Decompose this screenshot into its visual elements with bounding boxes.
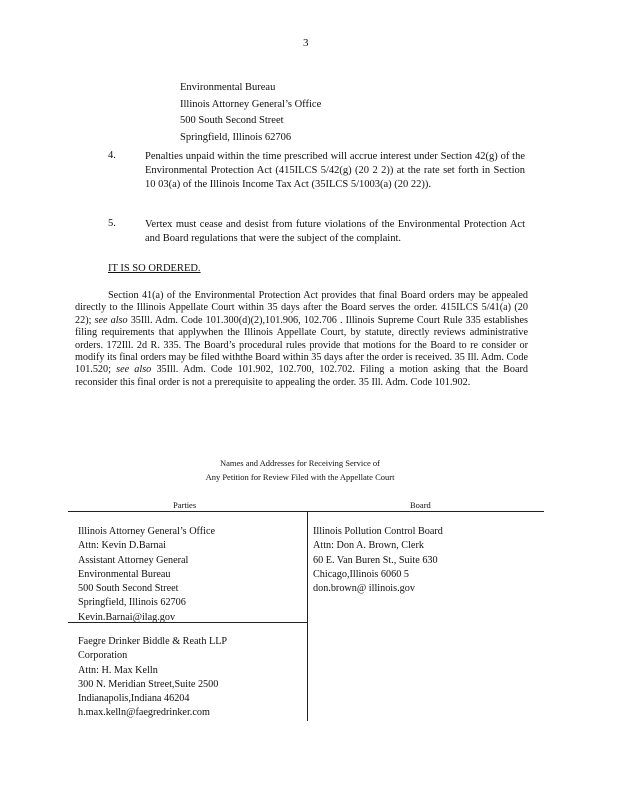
address-block	[180, 80, 321, 146]
heading-line: Names and Addresses for Receiving Service of	[219, 458, 381, 468]
board-line: 60 E. Van Buren St., Suite 630	[313, 554, 438, 566]
page-number: 3	[303, 37, 309, 49]
party-line: Attn: H. Max Kelln	[78, 664, 158, 676]
party-line: Corporation	[78, 650, 128, 662]
service-table-heading	[60, 456, 540, 484]
party-line: Indianapolis,Indiana 46204	[78, 693, 190, 705]
item-text: Penalties unpaid within the time prescribed will accrue interest under Section 42(g) of the Environmental Protection Act (415ILCS 5/42(g) (20 2 2)) at the rate set forth in Section 10 03(a) of the Illinois Income Tax Act (35ILCS 5/1003(a) (20 22)).	[145, 151, 525, 190]
item-text: Vertex must cease and desist from future violations of the Environmental Protection Act and Board regulations that were the subject of the complaint.	[145, 219, 525, 244]
party-faegre-drinker	[78, 635, 227, 721]
parties-column-title: Parties	[173, 500, 197, 510]
board-column-title: Board	[410, 500, 431, 510]
party-email[interactable]: h.max.kelln@faegredrinker.com	[78, 707, 210, 719]
party-line: Faegre Drinker Biddle & Reath LLP	[78, 636, 228, 647]
statute-part: Section 41(a) of the Environmental Protection Act provides that final Board orders may be appealed directly to the Illinois Appellate Court within 35 days after the Board serves the order. 415ILCS 5/41(a) (20 22);	[75, 290, 528, 326]
board-contact	[313, 525, 443, 596]
item-number: 4.	[108, 150, 116, 161]
item-number: 5.	[108, 218, 116, 229]
party-email[interactable]: Kevin.Barnai@ilag.gov	[78, 611, 176, 623]
board-email[interactable]: don.brown@ illinois.gov	[313, 583, 415, 595]
board-line: Attn: Don A. Brown, Clerk	[313, 540, 424, 552]
table-top-rule	[68, 511, 544, 512]
party-line: Assistant Attorney General	[78, 554, 189, 566]
address-line: Springfield, Illinois 62706	[180, 131, 292, 143]
address-line: Illinois Attorney General’s Office	[180, 98, 322, 110]
order-text: IT IS SO ORDERED.	[108, 263, 201, 274]
see-also-signal: see also	[94, 314, 128, 326]
see-also-signal: see also	[116, 364, 152, 376]
party-line: Illinois Attorney General’s Office	[78, 526, 216, 537]
party-line: 500 South Second Street	[78, 583, 179, 595]
address-line: 500 South Second Street	[180, 115, 284, 126]
appeal-paragraph	[75, 290, 528, 389]
party-line: Springfield, Illinois 62706	[78, 597, 186, 609]
order-statement	[108, 263, 201, 274]
heading-line: Any Petition for Review Filed with the Appellate Court	[205, 472, 395, 482]
address-line: Environmental Bureau	[180, 82, 276, 93]
party-line: Attn: Kevin D.Barnai	[78, 540, 166, 552]
board-line: Illinois Pollution Control Board	[313, 526, 443, 537]
board-line: Chicago,Illinois 6060 5	[313, 568, 409, 580]
party-attorney-general	[78, 525, 215, 625]
statute-part: 35Ill. Adm. Code 101.902, 102.700, 102.702. Filing a motion asking that the Board reconsider this final order is not a prerequisite to appealing the order. 35 Ill. Adm. Code 101.902.	[75, 364, 528, 388]
party-line: Environmental Bureau	[78, 568, 171, 580]
statute-part: 35Ill. Adm. Code 101.300(d)(2),101.906, 102.706 . Illinois Supreme Court Rule 335 establishes filing requirements that applywhen the Illinois Appellate Court, by statute, directly reviews administrative orders. 172Ill. 2d R. 335. The Board’s procedural rules provide that motions for the Board to re consider or modify its final orders may be filed withthe Board within 35 days after the order is received. 35 Ill. Adm. Code 101.520;	[75, 314, 529, 376]
table-column-divider	[307, 511, 308, 721]
party-line: 300 N. Meridian Street,Suite 2500	[78, 678, 219, 690]
